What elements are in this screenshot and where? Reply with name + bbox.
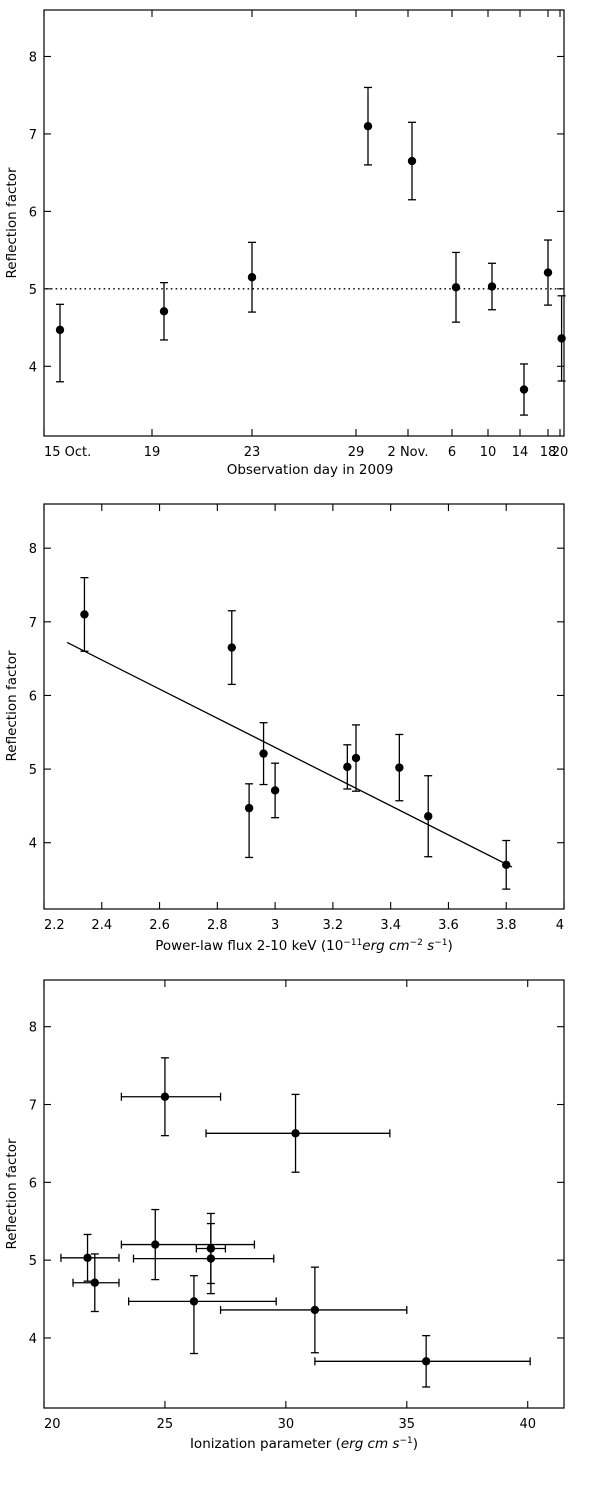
plot-frame xyxy=(44,504,564,909)
data-point xyxy=(190,1297,198,1305)
data-point xyxy=(395,763,403,771)
data-point xyxy=(271,786,279,794)
data-point xyxy=(151,1240,159,1248)
data-point xyxy=(160,307,168,315)
x-tick-label: 18 xyxy=(539,445,557,460)
x-axis-label: Power-law flux 2-10 keV ($10^{-11}erg$ $cm^{-2}$ $s^{-1}$) xyxy=(155,938,453,954)
plot-frame xyxy=(44,10,564,436)
x-tick-label: 2 Nov. xyxy=(387,445,429,460)
x-tick-label: 20 xyxy=(44,1417,61,1432)
data-point xyxy=(352,754,360,762)
x-tick-label: 2.4 xyxy=(91,918,113,933)
y-tick-labels xyxy=(29,542,37,852)
y-tick-label: 7 xyxy=(28,1098,37,1114)
x-tick-label: 14 xyxy=(511,445,529,460)
x-tick-label: 3.4 xyxy=(380,918,402,933)
x-tick-labels xyxy=(44,918,564,933)
y-tick-label: 4 xyxy=(28,360,37,376)
data-point xyxy=(83,1254,91,1262)
y-tick-label: 8 xyxy=(28,542,37,558)
y-tick-label: 4 xyxy=(28,836,37,852)
data-point xyxy=(56,326,64,334)
x-tick-labels xyxy=(44,1417,536,1432)
x-tick-label: 25 xyxy=(156,1417,174,1432)
data-point xyxy=(161,1093,169,1101)
plot-frame xyxy=(44,980,564,1408)
x-tick-label: 3.2 xyxy=(322,918,344,933)
chart-panel-bottom xyxy=(0,968,600,1491)
x-tick-label: 2.6 xyxy=(149,918,170,933)
x-tick-label: 30 xyxy=(277,1417,295,1432)
x-tick-label: 4 xyxy=(555,918,564,933)
x-tick-label: 23 xyxy=(243,445,261,460)
data-point xyxy=(364,122,372,130)
y-tick-label: 6 xyxy=(28,205,37,221)
data-point xyxy=(452,283,460,291)
x-tick-label: 10 xyxy=(479,445,497,460)
data-point xyxy=(520,385,528,393)
x-tick-label: 3 xyxy=(270,918,280,933)
y-axis-label: Reflection factor xyxy=(4,1138,20,1250)
data-point xyxy=(245,804,253,812)
data-point xyxy=(311,1306,319,1314)
chart-panel-top xyxy=(0,0,600,490)
y-tick-label: 5 xyxy=(28,763,37,779)
y-tick-label: 8 xyxy=(28,1020,37,1036)
y-tick-label: 4 xyxy=(28,1331,37,1347)
data-point xyxy=(502,861,510,869)
data-point xyxy=(80,610,88,618)
x-tick-label: 35 xyxy=(398,1417,416,1432)
data-point xyxy=(488,282,496,290)
y-tick-labels xyxy=(29,50,37,375)
chart-svg-middle xyxy=(0,494,600,964)
y-tick-label: 7 xyxy=(28,127,37,143)
data-point xyxy=(291,1129,299,1137)
chart-panel-middle xyxy=(0,494,600,964)
data-points xyxy=(61,1058,530,1387)
data-point xyxy=(207,1254,215,1262)
axis-ticks xyxy=(44,10,564,436)
x-tick-label: 40 xyxy=(519,1417,536,1432)
y-tick-label: 7 xyxy=(28,615,37,631)
axis-ticks xyxy=(44,504,564,909)
data-point xyxy=(91,1279,99,1287)
x-tick-label: 6 xyxy=(447,445,457,460)
y-tick-label: 5 xyxy=(28,1254,37,1270)
x-tick-label: 2.2 xyxy=(44,918,65,933)
axis-ticks xyxy=(44,980,564,1408)
data-point xyxy=(544,268,552,276)
x-axis-label: Observation day in 2009 xyxy=(226,462,394,478)
x-tick-label: 3.6 xyxy=(438,918,459,933)
y-tick-label: 8 xyxy=(28,50,37,66)
x-tick-label: 2.8 xyxy=(206,918,228,933)
data-points xyxy=(80,578,510,889)
data-point xyxy=(422,1357,430,1365)
data-point xyxy=(248,273,256,281)
x-tick-label: 15 Oct. xyxy=(44,445,92,460)
fit-line xyxy=(67,642,512,867)
x-tick-labels xyxy=(44,445,568,460)
data-points xyxy=(56,87,566,415)
x-tick-label: 19 xyxy=(143,445,161,460)
regression-line xyxy=(67,642,512,867)
y-tick-label: 6 xyxy=(28,1176,37,1192)
y-tick-label: 6 xyxy=(28,689,37,705)
y-tick-label: 5 xyxy=(28,282,37,298)
chart-svg-top xyxy=(0,0,600,490)
y-axis-label: Reflection factor xyxy=(4,167,20,279)
y-tick-labels xyxy=(29,1021,37,1347)
data-point xyxy=(408,157,416,165)
data-point xyxy=(424,812,432,820)
y-axis-label: Reflection factor xyxy=(4,650,20,762)
chart-svg-bottom xyxy=(0,968,600,1491)
data-point xyxy=(259,749,267,757)
x-tick-label: 29 xyxy=(347,445,365,460)
data-point xyxy=(557,334,565,342)
x-axis-label: Ionization parameter (erg cm $s^{-1}$) xyxy=(189,1436,419,1452)
data-point xyxy=(228,643,236,651)
x-tick-label: 20 xyxy=(551,445,569,460)
data-point xyxy=(343,763,351,771)
x-tick-label: 3.8 xyxy=(495,918,517,933)
